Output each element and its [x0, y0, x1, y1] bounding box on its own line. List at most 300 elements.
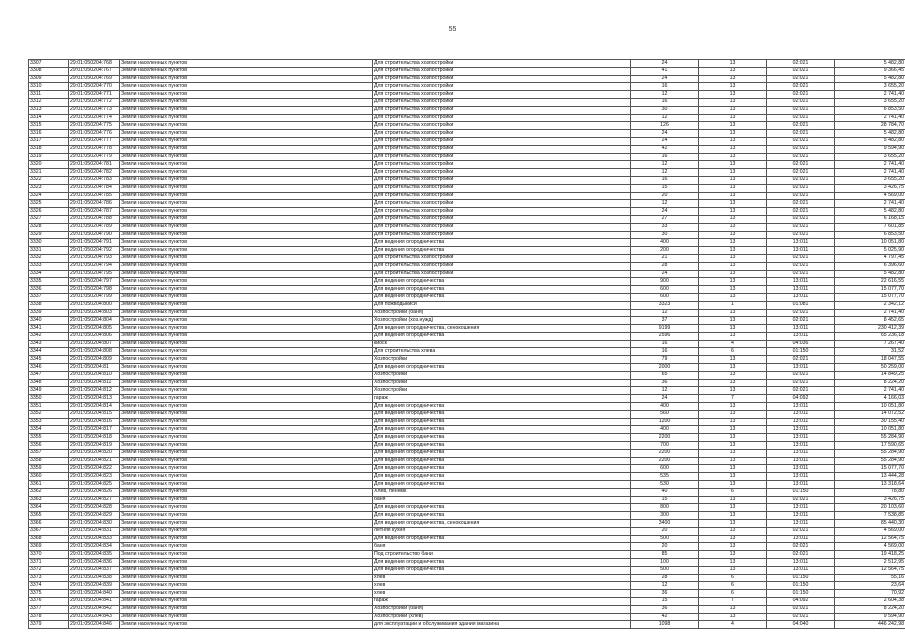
row-number-cell: 3355: [29, 434, 69, 442]
cadastral-value-cell: 3 655,20: [835, 176, 905, 184]
land-category-cell: Земли населенных пунктов: [120, 215, 373, 223]
land-category-cell: Земли населенных пунктов: [120, 597, 373, 605]
activity-code-cell: 02:021: [767, 161, 835, 169]
cadastral-value-cell: 12 564,75: [835, 535, 905, 543]
land-category-cell: Земли населенных пунктов: [120, 309, 373, 317]
activity-code-cell: 13:011: [767, 364, 835, 372]
row-number-cell: 3326: [29, 208, 69, 216]
group-code-cell: 13: [699, 449, 767, 457]
activity-code-cell: 02:021: [767, 371, 835, 379]
land-category-cell: Земли населенных пунктов: [120, 449, 373, 457]
cadastral-value-cell: 4 569,00: [835, 543, 905, 551]
permitted-use-cell: Для ведения огородничества: [373, 512, 631, 520]
table-row: [29, 270, 905, 278]
area-cell: 2200: [631, 434, 699, 442]
cadastral-number-cell: 29:01:050204:846: [69, 621, 120, 629]
land-category-cell: Земли населенных пунктов: [120, 410, 373, 418]
activity-code-cell: 02:021: [767, 613, 835, 621]
table-row: [29, 67, 905, 75]
area-cell: 900: [631, 278, 699, 286]
cadastral-number-cell: 29:01:050204:809: [69, 356, 120, 364]
row-number-cell: 3322: [29, 176, 69, 184]
permitted-use-cell: Для строительства хозпостройки: [373, 122, 631, 130]
area-cell: 24: [631, 208, 699, 216]
table-row: [29, 208, 905, 216]
activity-code-cell: 13:011: [767, 473, 835, 481]
cadastral-value-cell: 14 072,52: [835, 410, 905, 418]
cadastral-value-cell: 8 224,20: [835, 605, 905, 613]
cadastral-value-cell: 15 077,70: [835, 465, 905, 473]
activity-code-cell: 02:021: [767, 83, 835, 91]
cadastral-value-cell: 15 077,70: [835, 286, 905, 294]
area-cell: 12: [631, 114, 699, 122]
cadastral-number-cell: 29:01:050204:843: [69, 613, 120, 621]
activity-code-cell: 01:150: [767, 574, 835, 582]
land-category-cell: Земли населенных пунктов: [120, 605, 373, 613]
cadastral-value-cell: 9 366,45: [835, 67, 905, 75]
permitted-use-cell: Для ведения огородничества: [373, 239, 631, 247]
row-number-cell: 3363: [29, 496, 69, 504]
area-cell: 33: [631, 223, 699, 231]
table-row: [29, 473, 905, 481]
group-code-cell: 13: [699, 605, 767, 613]
area-cell: 560: [631, 410, 699, 418]
activity-code-cell: 13:011: [767, 520, 835, 528]
cadastral-value-cell: 2 741,40: [835, 161, 905, 169]
group-code-cell: 6: [699, 582, 767, 590]
row-number-cell: 3319: [29, 153, 69, 161]
group-code-cell: 13: [699, 426, 767, 434]
cadastral-number-cell: 29:01:050204:818: [69, 434, 120, 442]
row-number-cell: 3357: [29, 449, 69, 457]
area-cell: 21: [631, 254, 699, 262]
cadastral-value-cell: 5 482,80: [835, 270, 905, 278]
cadastral-value-cell: 6 853,50: [835, 106, 905, 114]
table-row: [29, 520, 905, 528]
table-row: [29, 106, 905, 114]
row-number-cell: 3309: [29, 75, 69, 83]
cadastral-value-cell: 5 482,80: [835, 137, 905, 145]
group-code-cell: 6: [699, 574, 767, 582]
group-code-cell: 13: [699, 309, 767, 317]
permitted-use-cell: Для ведения огородничества: [373, 566, 631, 574]
group-code-cell: 13: [699, 278, 767, 286]
permitted-use-cell: Для строительства хозпостройки: [373, 91, 631, 99]
group-code-cell: 13: [699, 98, 767, 106]
group-code-cell: 13: [699, 91, 767, 99]
group-code-cell: 1: [699, 301, 767, 309]
activity-code-cell: 02:021: [767, 184, 835, 192]
table-row: [29, 153, 905, 161]
cadastral-value-cell: 31,52: [835, 348, 905, 356]
activity-code-cell: 02:021: [767, 231, 835, 239]
area-cell: 700: [631, 442, 699, 450]
table-row: [29, 184, 905, 192]
table-row: [29, 426, 905, 434]
land-category-cell: Земли населенных пунктов: [120, 239, 373, 247]
land-category-cell: Земли населенных пунктов: [120, 403, 373, 411]
row-number-cell: 3354: [29, 426, 69, 434]
table-row: [29, 286, 905, 294]
area-cell: 500: [631, 566, 699, 574]
permitted-use-cell: Хозпостройки: [373, 371, 631, 379]
group-code-cell: 13: [699, 520, 767, 528]
permitted-use-cell: Для строительства хозпостройки: [373, 98, 631, 106]
row-number-cell: 3359: [29, 465, 69, 473]
activity-code-cell: 02:021: [767, 145, 835, 153]
cadastral-value-cell: 23,64: [835, 582, 905, 590]
cadastral-value-cell: 18 047,55: [835, 356, 905, 364]
group-code-cell: 13: [699, 122, 767, 130]
land-category-cell: Земли населенных пунктов: [120, 434, 373, 442]
land-category-cell: Земли населенных пунктов: [120, 621, 373, 629]
table-row: [29, 457, 905, 465]
activity-code-cell: 02:021: [767, 605, 835, 613]
permitted-use-cell: Хозпостройки: [373, 379, 631, 387]
activity-code-cell: 02:021: [767, 208, 835, 216]
cadastral-value-cell: 7 267,40: [835, 340, 905, 348]
row-number-cell: 3343: [29, 340, 69, 348]
activity-code-cell: 13:011: [767, 512, 835, 520]
table-row: [29, 169, 905, 177]
activity-code-cell: 13:011: [767, 278, 835, 286]
group-code-cell: 13: [699, 512, 767, 520]
permitted-use-cell: Для строительства хозпостройки: [373, 262, 631, 270]
group-code-cell: 13: [699, 184, 767, 192]
group-code-cell: 13: [699, 262, 767, 270]
activity-code-cell: 13:011: [767, 286, 835, 294]
activity-code-cell: 02:021: [767, 67, 835, 75]
land-category-cell: Земли населенных пунктов: [120, 559, 373, 567]
row-number-cell: 3321: [29, 169, 69, 177]
area-cell: 530: [631, 481, 699, 489]
area-cell: 20: [631, 527, 699, 535]
table-row: [29, 192, 905, 200]
row-number-cell: 3310: [29, 83, 69, 91]
area-cell: 15: [631, 496, 699, 504]
activity-code-cell: 02:021: [767, 387, 835, 395]
cadastral-value-cell: 65 236,18: [835, 332, 905, 340]
land-category-cell: Земли населенных пунктов: [120, 137, 373, 145]
table-row: [29, 215, 905, 223]
activity-code-cell: 02:021: [767, 106, 835, 114]
area-cell: 400: [631, 403, 699, 411]
cadastral-value-cell: 5 482,80: [835, 208, 905, 216]
row-number-cell: 3377: [29, 605, 69, 613]
cadastral-number-cell: 29:01:050204:807: [69, 340, 120, 348]
activity-code-cell: 01:150: [767, 348, 835, 356]
cadastral-value-cell: 5 025,90: [835, 247, 905, 255]
permitted-use-cell: хлев: [373, 590, 631, 598]
area-cell: 300: [631, 512, 699, 520]
group-code-cell: 13: [699, 543, 767, 551]
group-code-cell: 13: [699, 254, 767, 262]
cadastral-value-cell: 14 849,25: [835, 371, 905, 379]
row-number-cell: 3327: [29, 215, 69, 223]
row-number-cell: 3334: [29, 270, 69, 278]
land-category-cell: Земли населенных пунктов: [120, 130, 373, 138]
group-code-cell: 4: [699, 340, 767, 348]
land-category-cell: Земли населенных пунктов: [120, 481, 373, 489]
activity-code-cell: 13:011: [767, 418, 835, 426]
cadastral-value-cell: 2 512,95: [835, 559, 905, 567]
area-cell: 12: [631, 91, 699, 99]
cadastral-value-cell: 6 396,60: [835, 262, 905, 270]
table-row: [29, 364, 905, 372]
cadastral-number-cell: 29:01:050204:775: [69, 122, 120, 130]
group-code-cell: 13: [699, 325, 767, 333]
activity-code-cell: 13:011: [767, 535, 835, 543]
activity-code-cell: 13:011: [767, 426, 835, 434]
row-number-cell: 3353: [29, 418, 69, 426]
permitted-use-cell: Хозпостройки: [373, 356, 631, 364]
cadastral-number-cell: 29:01:050204:777: [69, 137, 120, 145]
cadastral-number-cell: 29:01:050204:787: [69, 208, 120, 216]
cadastral-number-cell: 29:01:050204:797: [69, 278, 120, 286]
table-row: [29, 371, 905, 379]
table-row: [29, 301, 905, 309]
row-number-cell: 3313: [29, 106, 69, 114]
table-row: [29, 442, 905, 450]
group-code-cell: 13: [699, 293, 767, 301]
land-category-cell: Земли населенных пунктов: [120, 192, 373, 200]
group-code-cell: 13: [699, 332, 767, 340]
area-cell: 28: [631, 262, 699, 270]
land-category-cell: Земли населенных пунктов: [120, 379, 373, 387]
permitted-use-cell: Для строительства хозпостройки: [373, 200, 631, 208]
group-code-cell: 13: [699, 481, 767, 489]
row-number-cell: 3338: [29, 301, 69, 309]
cadastral-value-cell: 2 342,12: [835, 301, 905, 309]
cadastral-number-cell: 29:01:050204:820: [69, 449, 120, 457]
row-number-cell: 3372: [29, 566, 69, 574]
cadastral-number-cell: 29:01:050204:793: [69, 254, 120, 262]
cadastral-value-cell: 19 418,25: [835, 551, 905, 559]
group-code-cell: 13: [699, 379, 767, 387]
row-number-cell: 3370: [29, 551, 69, 559]
land-category-cell: Земли населенных пунктов: [120, 98, 373, 106]
cadastral-number-cell: 29:01:050204:822: [69, 465, 120, 473]
group-code-cell: 13: [699, 60, 767, 68]
area-cell: 24: [631, 75, 699, 83]
area-cell: 9199: [631, 325, 699, 333]
table-row: [29, 239, 905, 247]
permitted-use-cell: Для ведения огородничества: [373, 535, 631, 543]
permitted-use-cell: Для строительства хозпостройки: [373, 231, 631, 239]
row-number-cell: 3356: [29, 442, 69, 450]
activity-code-cell: 04:092: [767, 597, 835, 605]
area-cell: 12: [631, 200, 699, 208]
row-number-cell: 3339: [29, 309, 69, 317]
permitted-use-cell: Хозпостройки: [373, 387, 631, 395]
table-row: [29, 122, 905, 130]
land-category-cell: Земли населенных пунктов: [120, 504, 373, 512]
activity-code-cell: 02:021: [767, 317, 835, 325]
table-row: [29, 161, 905, 169]
activity-code-cell: 02:021: [767, 60, 835, 68]
table-row: [29, 387, 905, 395]
cadastral-value-cell: 50 259,00: [835, 364, 905, 372]
permitted-use-cell: Для ведения огородничества: [373, 332, 631, 340]
table-row: [29, 410, 905, 418]
row-number-cell: 3308: [29, 67, 69, 75]
cadastral-number-cell: 29:01:050204:835: [69, 551, 120, 559]
group-code-cell: 13: [699, 356, 767, 364]
area-cell: 3323: [631, 301, 699, 309]
area-cell: 20: [631, 192, 699, 200]
group-code-cell: 13: [699, 192, 767, 200]
land-category-cell: Земли населенных пунктов: [120, 247, 373, 255]
land-category-cell: Земли населенных пунктов: [120, 387, 373, 395]
area-cell: 24: [631, 395, 699, 403]
cadastral-number-cell: 29:01:050204:776: [69, 130, 120, 138]
table-row: [29, 91, 905, 99]
cadastral-number-cell: 29:01:050204:785: [69, 192, 120, 200]
group-code-cell: 13: [699, 176, 767, 184]
group-code-cell: 13: [699, 410, 767, 418]
permitted-use-cell: Для ведения огородничества: [373, 559, 631, 567]
cadastral-value-cell: 28 784,70: [835, 122, 905, 130]
cadastral-value-cell: 2 741,40: [835, 91, 905, 99]
group-code-cell: 13: [699, 465, 767, 473]
land-category-cell: Земли населенных пунктов: [120, 613, 373, 621]
group-code-cell: 13: [699, 473, 767, 481]
group-code-cell: 13: [699, 145, 767, 153]
area-cell: 30: [631, 231, 699, 239]
cadastral-number-cell: 29:01:050204:842: [69, 605, 120, 613]
table-row: [29, 566, 905, 574]
cadastral-number-cell: 29:01:050204:826: [69, 488, 120, 496]
table-body: [29, 60, 905, 629]
group-code-cell: 13: [699, 137, 767, 145]
table-row: [29, 559, 905, 567]
area-cell: 20: [631, 543, 699, 551]
row-number-cell: 3342: [29, 332, 69, 340]
group-code-cell: 13: [699, 457, 767, 465]
area-cell: 12: [631, 387, 699, 395]
area-cell: 28: [631, 574, 699, 582]
land-category-cell: Земли населенных пунктов: [120, 332, 373, 340]
activity-code-cell: 01:150: [767, 582, 835, 590]
cadastral-value-cell: 8 224,20: [835, 379, 905, 387]
table-row: [29, 543, 905, 551]
land-category-cell: Земли населенных пунктов: [120, 582, 373, 590]
cadastral-number-cell: 29:01:050204:769: [69, 75, 120, 83]
cadastral-number-cell: 29:01:050204:783: [69, 176, 120, 184]
table-row: [29, 395, 905, 403]
table-row: [29, 465, 905, 473]
table-row: [29, 200, 905, 208]
land-category-cell: Земли населенных пунктов: [120, 426, 373, 434]
cadastral-number-cell: 29:01:050204:804: [69, 317, 120, 325]
permitted-use-cell: Для ведения огородничества: [373, 364, 631, 372]
activity-code-cell: 02:021: [767, 114, 835, 122]
land-category-cell: Земли населенных пунктов: [120, 254, 373, 262]
cadastral-number-cell: 29:01:050204:781: [69, 161, 120, 169]
group-code-cell: 13: [699, 208, 767, 216]
land-category-cell: Земли населенных пунктов: [120, 520, 373, 528]
area-cell: 2200: [631, 457, 699, 465]
permitted-use-cell: для эксплуатации и обслуживания здания магазина: [373, 621, 631, 629]
cadastral-value-cell: 9 594,90: [835, 145, 905, 153]
cadastral-value-cell: 3 655,20: [835, 153, 905, 161]
cadastral-number-cell: 29:01:050204:791: [69, 239, 120, 247]
table-row: [29, 247, 905, 255]
page-number: 55: [448, 26, 457, 33]
activity-code-cell: 04:036: [767, 340, 835, 348]
group-code-cell: 13: [699, 130, 767, 138]
cadastral-value-cell: 2 741,40: [835, 114, 905, 122]
table-row: [29, 348, 905, 356]
row-number-cell: 3368: [29, 535, 69, 543]
cadastral-value-cell: 2 741,40: [835, 169, 905, 177]
cadastral-value-cell: 10 051,80: [835, 239, 905, 247]
area-cell: 600: [631, 286, 699, 294]
row-number-cell: 3373: [29, 574, 69, 582]
cadastral-value-cell: 55 284,90: [835, 434, 905, 442]
land-category-cell: Земли населенных пунктов: [120, 488, 373, 496]
area-cell: 2200: [631, 449, 699, 457]
row-number-cell: 3328: [29, 223, 69, 231]
group-code-cell: 13: [699, 83, 767, 91]
activity-code-cell: 13:011: [767, 247, 835, 255]
land-category-cell: Земли населенных пунктов: [120, 371, 373, 379]
cadastral-value-cell: 55,16: [835, 574, 905, 582]
cadastral-value-cell: 13 318,64: [835, 481, 905, 489]
area-cell: 24: [631, 270, 699, 278]
cadastral-number-cell: 29:01:050204:825: [69, 481, 120, 489]
cadastral-value-cell: 4 797,45: [835, 254, 905, 262]
land-category-cell: Земли населенных пунктов: [120, 543, 373, 551]
area-cell: 16: [631, 153, 699, 161]
group-code-cell: 13: [699, 270, 767, 278]
row-number-cell: 3358: [29, 457, 69, 465]
table-row: [29, 590, 905, 598]
activity-code-cell: 02:021: [767, 223, 835, 231]
row-number-cell: 3314: [29, 114, 69, 122]
permitted-use-cell: Для ведения огородничества: [373, 403, 631, 411]
area-cell: 2596: [631, 332, 699, 340]
row-number-cell: 3311: [29, 91, 69, 99]
activity-code-cell: 02:021: [767, 309, 835, 317]
cadastral-value-cell: 2 741,40: [835, 200, 905, 208]
cadastral-value-cell: 6 853,50: [835, 231, 905, 239]
cadastral-value-cell: 15 077,70: [835, 293, 905, 301]
land-category-cell: Земли населенных пунктов: [120, 325, 373, 333]
permitted-use-cell: гараж: [373, 395, 631, 403]
row-number-cell: 3369: [29, 543, 69, 551]
row-number-cell: 3323: [29, 184, 69, 192]
area-cell: 42: [631, 613, 699, 621]
permitted-use-cell: киоск: [373, 340, 631, 348]
row-number-cell: 3318: [29, 145, 69, 153]
area-cell: 42: [631, 145, 699, 153]
cadastral-number-cell: 29:01:050204:828: [69, 504, 120, 512]
land-category-cell: Земли населенных пунктов: [120, 231, 373, 239]
cadastral-value-cell: 10 051,80: [835, 426, 905, 434]
land-category-cell: Земли населенных пунктов: [120, 293, 373, 301]
permitted-use-cell: Для ведения огородничества: [373, 473, 631, 481]
cadastral-value-cell: 3 655,20: [835, 98, 905, 106]
land-category-cell: Земли населенных пунктов: [120, 348, 373, 356]
group-code-cell: 13: [699, 75, 767, 83]
group-code-cell: 13: [699, 559, 767, 567]
land-category-cell: Земли населенных пунктов: [120, 551, 373, 559]
land-category-cell: Земли населенных пунктов: [120, 184, 373, 192]
cadastral-number-cell: 29:01:050204:815: [69, 410, 120, 418]
land-category-cell: Земли населенных пунктов: [120, 145, 373, 153]
land-category-cell: Земли населенных пунктов: [120, 574, 373, 582]
